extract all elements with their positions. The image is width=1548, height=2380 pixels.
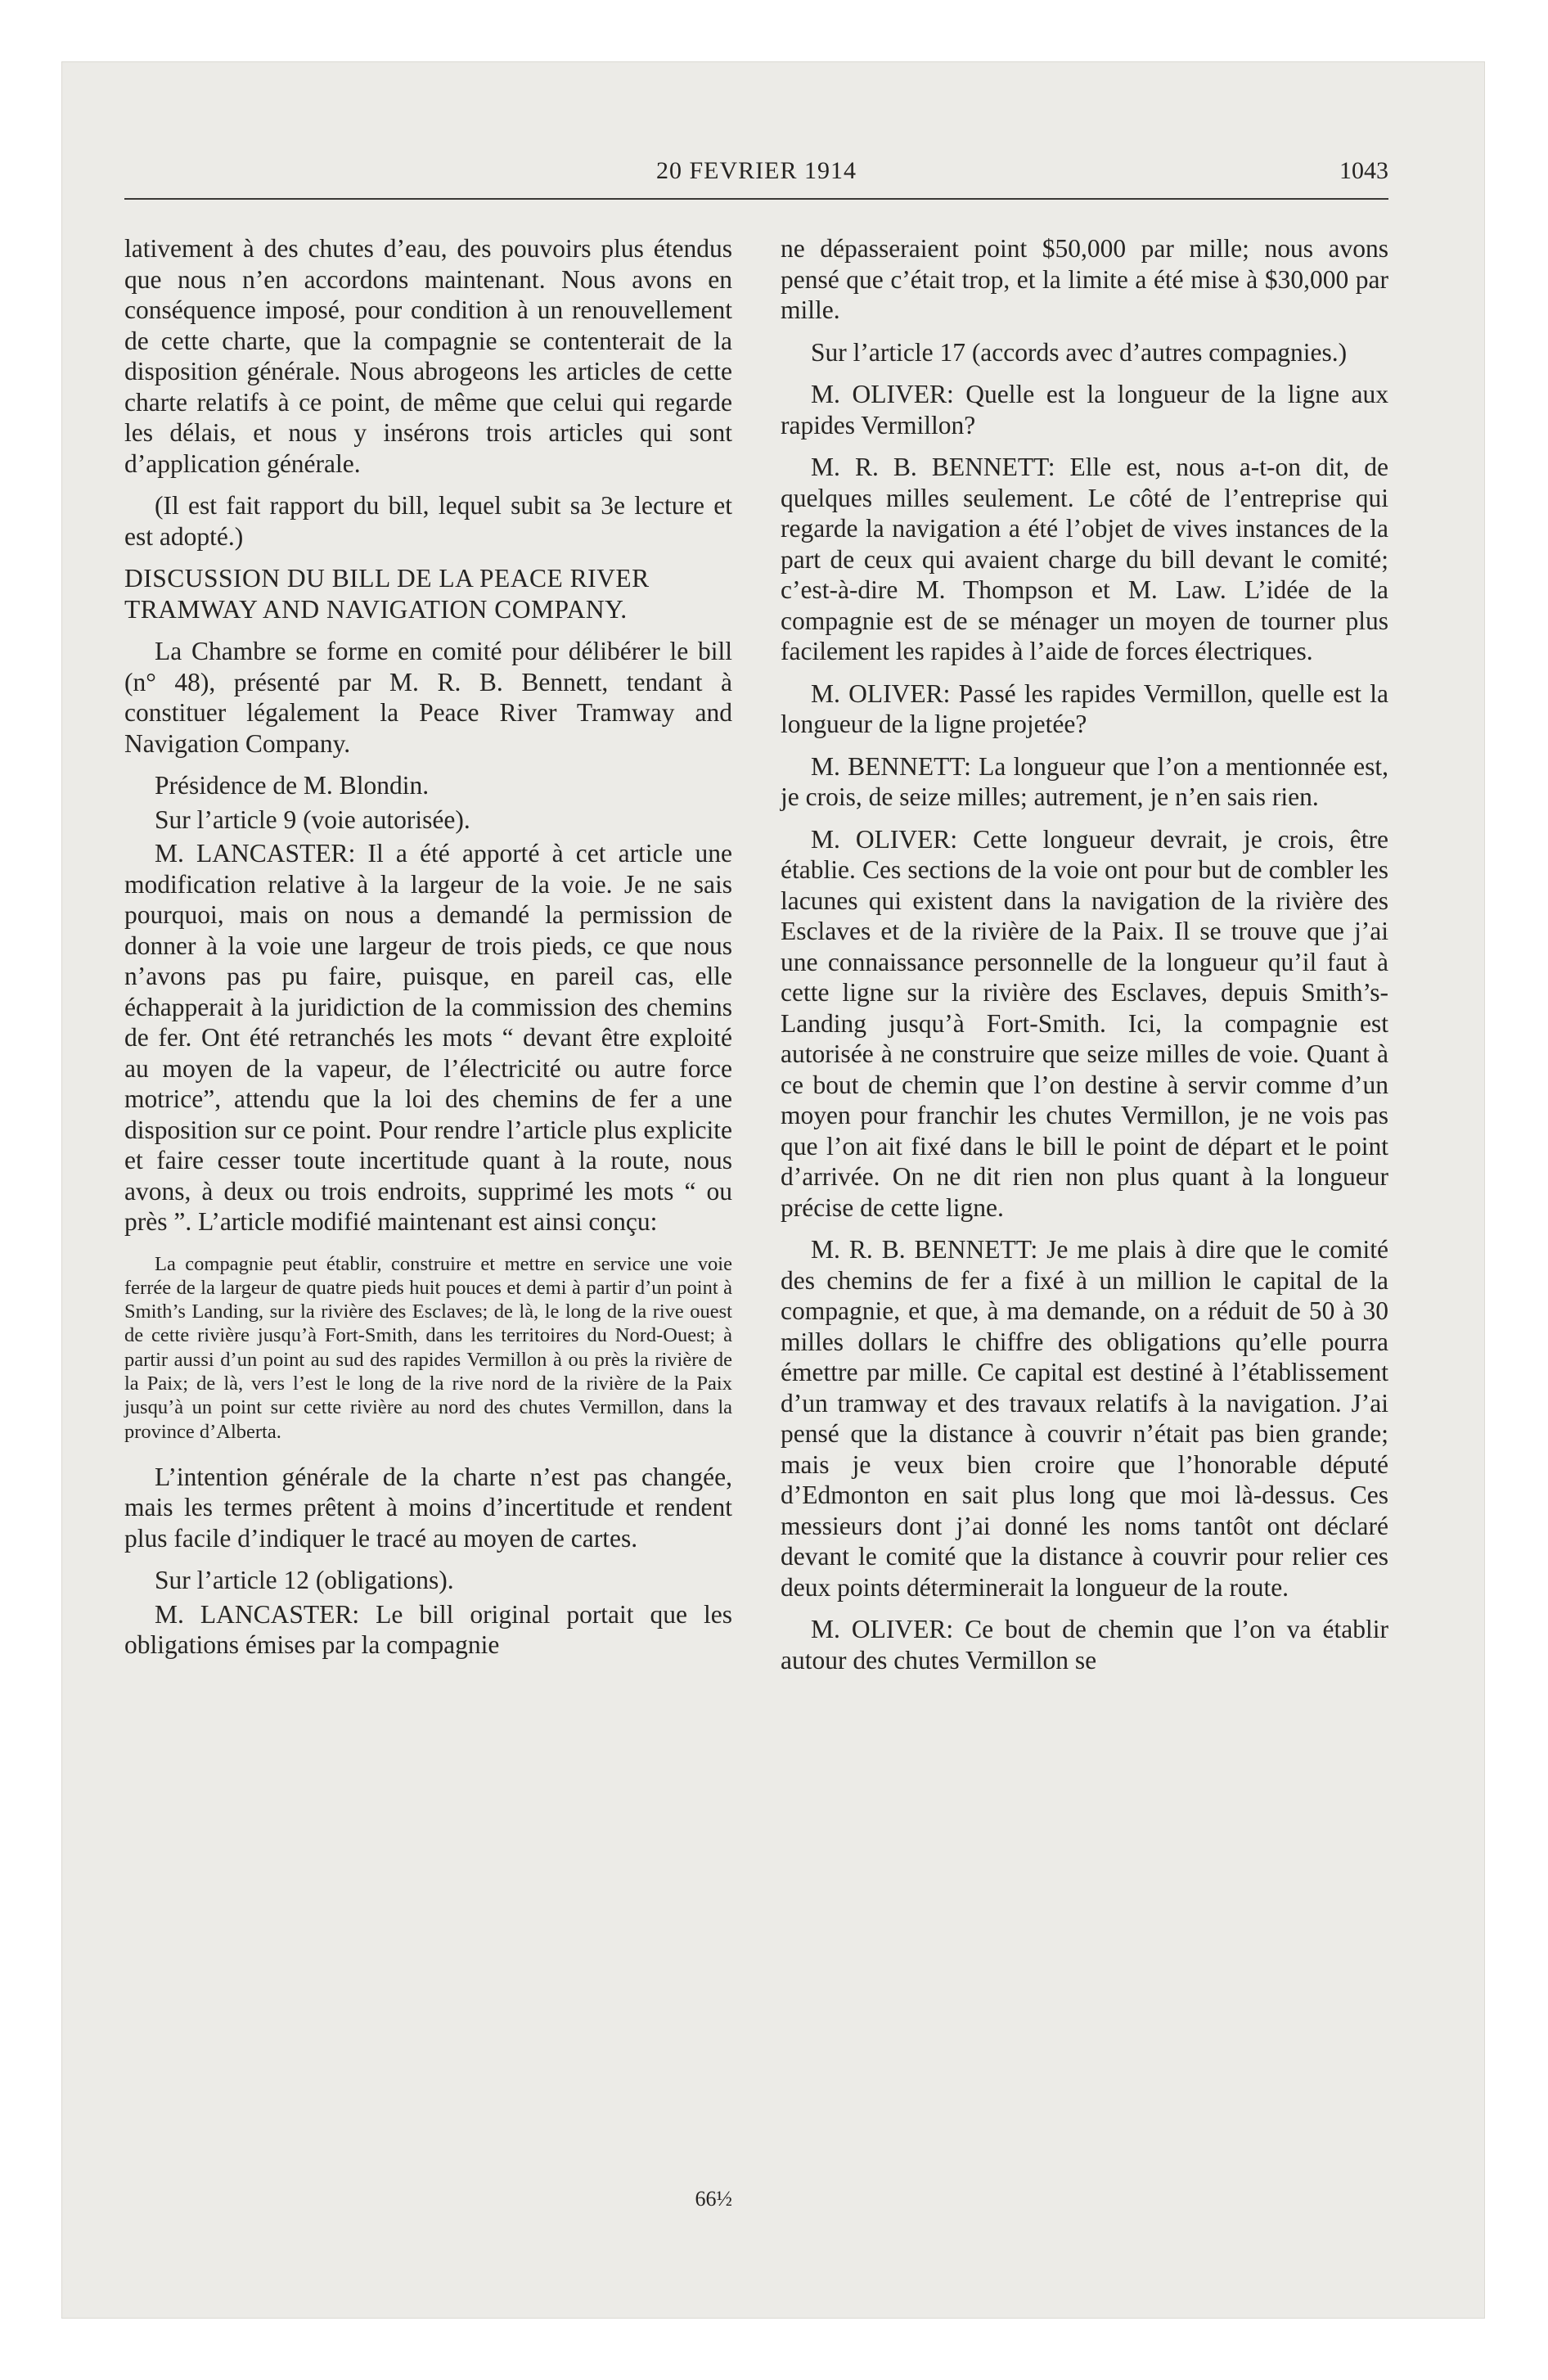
paragraph: M. LANCASTER: Il a été apporté à cet article une modification relative à la largeur de la voie. Je ne sais pourquoi, mais on nous a demandé la permission de donner à la voie une largeur de trois pieds, ce que nous n’avons pas pu faire, puisque, en pareil cas, elle échapperait à la juridiction de la commission des chemins de fer. Ont été retranchés les mots “ devant être exploité au moyen de la vapeur, de l’électricité ou autre force motrice”, attendu que la loi des chemins de fer a une disposition sur ce point. Pour rendre l’article plus explicite et faire cesser toute incertitude quant à la route, nous avons, à deux ou trois endroits, supprimé les mots “ ou près ”. L’article modifié maintenant est ainsi conçu: (124, 839, 732, 1236)
paragraph: M. OLIVER: Passé les rapides Vermillon, quelle est la longueur de la ligne projetée? (781, 678, 1388, 738)
header-date: 20 FEVRIER 1914 (655, 157, 857, 184)
paragraph: M. OLIVER: Cette longueur devrait, je crois, être établie. Ces sections de la voie ont pour but de combler les lacunes qui existent dans la navigation de la rivière des Esclaves et de la rivière de la Paix. Il se trouve que j’ai une connaissance personnelle de la longueur qu’il faut à cette ligne sur la rivière des Esclaves, depuis Smith’s-Landing jusqu’à Fort-Smith. Ici, la compagnie est autorisée à ne construire que seize milles de voie. Quant à ce bout de chemin que l’on destine à servir comme d’un moyen pour franchir les chutes Vermillon, je ne vois pas que l’on ait fixé dans le bill le point de départ et le point d’arrivée. On ne dit rien non plus quant à la longueur précise de cette ligne. (781, 824, 1388, 1222)
paragraph: Sur l’article 12 (obligations). (155, 1566, 454, 1595)
page-number: 1043 (1339, 157, 1388, 184)
header-rule (124, 198, 1388, 200)
running-head (124, 157, 1388, 194)
paragraph: M. OLIVER: Ce bout de chemin que l’on va établir autour des chutes Vermillon se (781, 1615, 1388, 1675)
paragraph: Sur l’article 9 (voie autorisée). (155, 805, 470, 834)
paragraph: lativement à des chutes d’eau, des pouvoirs plus étendus que nous n’en accordons maintenant. Nous avons en conséquence imposé, pour condition à un renouvellement de cette charte, que la compagnie se contenterait de la disposition générale. Nous abrogeons les articles de cette charte relatifs à ce point, de même que celui qui regarde les délais, et nous y insérons trois articles qui sont d’application générale. (124, 234, 732, 478)
paragraph: M. OLIVER: Quelle est la longueur de la ligne aux rapides Vermillon? (781, 380, 1388, 439)
paragraph: ne dépasseraient point $50,000 par mille; nous avons pensé que c’était trop, et la limite a été mise à $30,000 par mille. (781, 234, 1388, 324)
quoted-clause: La compagnie peut établir, construire et mettre en service une voie ferrée de la largeur de quatre pieds huit pouces et demi à partir d’un point à Smith’s Landing, sur la rivière des Esclaves; de là, le long de la rive ouest de cette rivière jusqu’à Fort-Smith, dans les territoires du Nord-Ouest; à partir aussi d’un point au sud des rapides Vermillon à ou près la rivière de la Paix; de là, vers l’est le long de la rive nord de la rivière de la Paix jusqu’à un point sur cette rivière au nord des chutes Vermillon, dans la province d’Alberta. (124, 1252, 732, 1443)
paragraph: La Chambre se forme en comité pour délibérer le bill (n° 48), présenté par M. R. B. Bennett, tendant à constituer légalement la Peace River Tramway and Navigation Company. (124, 637, 732, 758)
paragraph: Sur l’article 17 (accords avec d’autres compagnies.) (811, 337, 1348, 367)
left-column (124, 233, 732, 1672)
paragraph: M. R. B. BENNETT: Je me plais à dire que le comité des chemins de fer a fixé à un million le capital de la compagnie, et que, à ma demande, on a réduit de 50 à 30 milles dollars le chiffre des obligations qu’elle pourra émettre par mille. Ce capital est destiné à l’établissement d’un tramway et des travaux relatifs à la navigation. J’ai pensé que la distance à couvrir n’était pas bien grande; mais je veux bien croire que l’honorable député d’Edmonton en sait plus long que moi là-dessus. Ces messieurs dont j’ai donné les noms tantôt ont déclaré devant le comité que la distance à couvrir pour relier ces deux points déterminerait la longueur de la route. (781, 1235, 1388, 1602)
paragraph: M. LANCASTER: Le bill original portait que les obligations émises par la compagnie (124, 1599, 732, 1660)
paragraph: Présidence de M. Blondin. (155, 771, 430, 800)
signature-mark: 66½ (695, 2187, 732, 2211)
section-heading: DISCUSSION DU BILL DE LA PEACE RIVER TRAMWAY AND NAVIGATION COMPANY. (124, 564, 650, 624)
paragraph: L’intention générale de la charte n’est pas changée, mais les termes prêtent à moins d’incertitude et rendent plus facile d’indiquer le tracé au moyen de cartes. (124, 1462, 732, 1553)
document-page (124, 157, 1388, 2220)
right-column (781, 233, 1388, 1687)
paragraph: (Il est fait rapport du bill, lequel subit sa 3e lecture et est adopté.) (124, 491, 732, 551)
paragraph: M. BENNETT: La longueur que l’on a mentionnée est, je crois, de seize milles; autrement, je n’en sais rien. (781, 751, 1388, 811)
paragraph: M. R. B. BENNETT: Elle est, nous a-t-on dit, de quelques milles seulement. Le côté de l’entreprise qui regarde la navigation a été l’objet de vives instances de la part de ceux qui avaient charge du bill devant le comité; c’est-à-dire M. Thompson et M. Law. L’idée de la compagnie est de se ménager un moyen de tourner plus facilement les rapides à l’aide de forces électriques. (781, 453, 1388, 665)
